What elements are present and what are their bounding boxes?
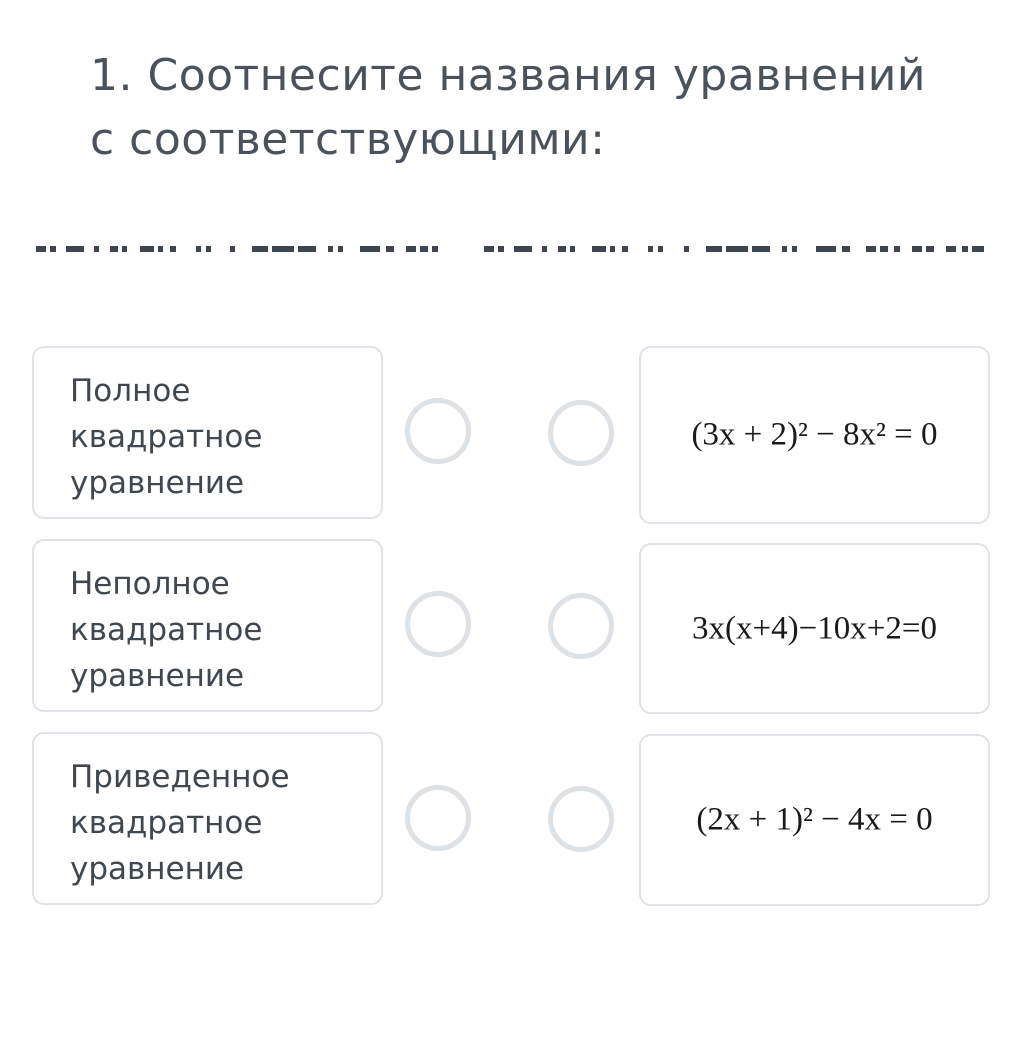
right-match-radio-2[interactable] [548, 593, 614, 659]
left-item-2-line-3: уравнение [70, 658, 245, 694]
left-item-3-line-3: уравнение [70, 851, 245, 887]
left-match-radio-3[interactable] [405, 785, 471, 851]
left-item-2[interactable] [32, 539, 383, 712]
right-item-1-formula: (3x + 2)² − 8x² = 0 [691, 416, 938, 453]
left-item-1[interactable] [32, 346, 383, 519]
left-item-3[interactable] [32, 732, 383, 905]
left-item-2-line-2: квадратное [70, 612, 263, 648]
section-divider [36, 242, 984, 256]
left-item-1-line-1: Полное [70, 373, 191, 409]
left-item-1-line-3: уравнение [70, 465, 245, 501]
right-item-2-formula: 3x(x+4)−10x+2=0 [692, 610, 937, 646]
right-item-3-formula: (2x + 1)² − 4x = 0 [696, 801, 933, 838]
left-item-1-line-2: квадратное [70, 419, 263, 455]
left-item-3-line-2: квадратное [70, 805, 263, 841]
question-title [90, 44, 990, 172]
question-title-line-1: 1. Соотнесите названия уравнений [90, 50, 926, 101]
left-match-radio-1[interactable] [405, 398, 471, 464]
left-match-radio-2[interactable] [405, 591, 471, 657]
left-item-3-line-1: Приведенное [70, 759, 290, 795]
right-match-radio-1[interactable] [548, 400, 614, 466]
right-match-radio-3[interactable] [548, 786, 614, 852]
dashed-divider-graphic [36, 242, 984, 256]
left-item-2-line-1: Неполное [70, 566, 230, 602]
right-item-3[interactable] [639, 734, 990, 906]
right-item-1[interactable] [639, 346, 990, 524]
right-item-2[interactable] [639, 543, 990, 714]
question-title-line-2: с соответствующими: [90, 114, 606, 165]
